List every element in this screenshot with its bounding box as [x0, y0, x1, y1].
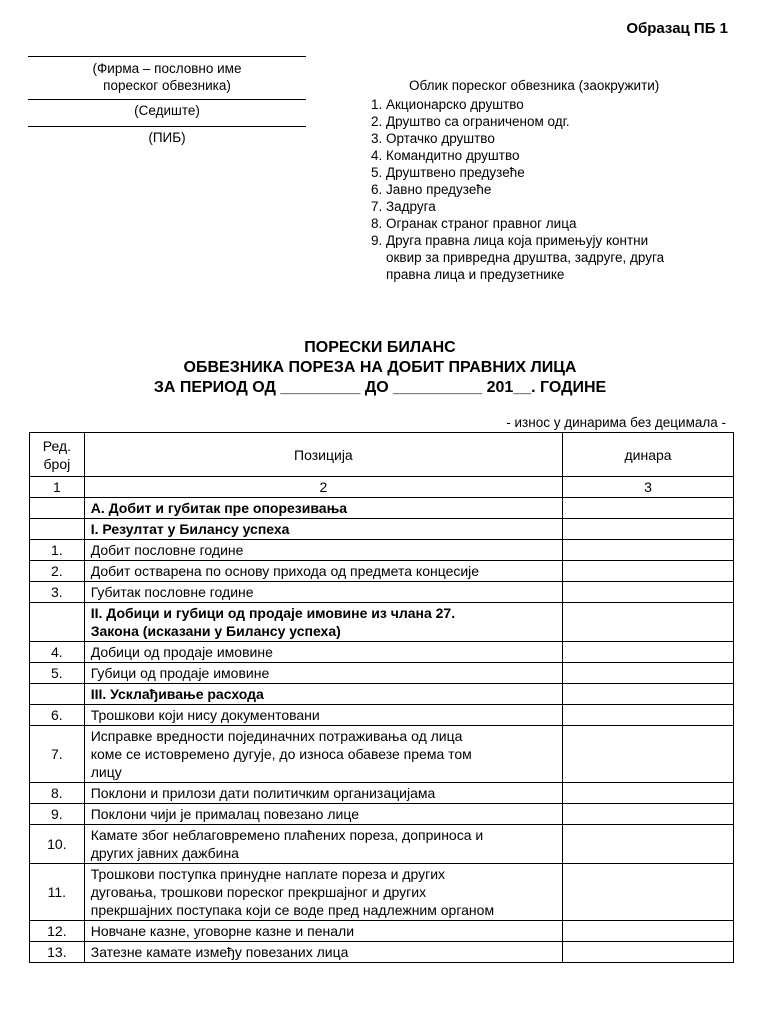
column-number-1: 1 — [30, 477, 85, 498]
position-label: Поклони и прилози дати политичким организацијама — [84, 783, 562, 804]
taxpayer-info-block — [28, 56, 306, 146]
table-row — [30, 603, 734, 642]
company-name-line — [28, 56, 306, 57]
form-code: Образац ПБ 1 — [626, 20, 728, 37]
position-label: Добит остварена по основу прихода од предмета концесије — [84, 561, 562, 582]
section-heading: I. Резултат у Билансу успеха — [84, 519, 562, 540]
tax-id-line — [28, 126, 306, 127]
row-number — [30, 684, 85, 705]
amount-cell[interactable] — [563, 561, 734, 582]
table-row — [30, 663, 734, 684]
entity-type-option[interactable]: 8. Огранак страног правног лица — [371, 216, 577, 231]
entity-type-option[interactable]: 2. Друштво са ограниченом одг. — [371, 114, 570, 129]
amount-cell[interactable] — [563, 519, 734, 540]
row-number: 13. — [30, 942, 85, 963]
position-label: Поклони чији је прималац повезано лице — [84, 804, 562, 825]
row-number: 7. — [30, 726, 85, 783]
amount-cell[interactable] — [563, 540, 734, 561]
amount-note: - износ у динарима без децимала - — [506, 415, 726, 430]
entity-type-option[interactable]: 4. Командитно друштво — [371, 148, 520, 163]
position-label: Трошкови који нису документовани — [84, 705, 562, 726]
amount-cell[interactable] — [563, 804, 734, 825]
table-row — [30, 684, 734, 705]
row-number — [30, 498, 85, 519]
seat-line — [28, 99, 306, 100]
table-header-row — [30, 433, 734, 477]
column-number-row — [30, 477, 734, 498]
title-line-1: ПОРЕСКИ БИЛАНС — [304, 339, 456, 356]
position-label: Исправке вредности појединачних потраживања од лица коме се истовремено дугује, до износа обавезе према том лицу — [84, 726, 562, 783]
table-row — [30, 540, 734, 561]
table-row — [30, 498, 734, 519]
position-label: Затезне камате између повезаних лица — [84, 942, 562, 963]
header-row-number: Ред. број — [30, 433, 85, 477]
row-number: 5. — [30, 663, 85, 684]
amount-cell[interactable] — [563, 825, 734, 864]
amount-cell[interactable] — [563, 726, 734, 783]
row-number: 2. — [30, 561, 85, 582]
page-title — [0, 338, 760, 398]
amount-cell[interactable] — [563, 582, 734, 603]
row-number: 10. — [30, 825, 85, 864]
table-row — [30, 582, 734, 603]
entity-type-option[interactable]: 1. Акционарско друштво — [371, 97, 524, 112]
position-label: Камате због неблаговремено плаћених пореза, доприноса и других јавних дажбина — [84, 825, 562, 864]
table-row — [30, 825, 734, 864]
amount-cell[interactable] — [563, 642, 734, 663]
entity-type-option[interactable]: 9. Друга правна лица која примењују контни оквир за привредна друштва, задруге, друга правна лица и предузетнике — [371, 233, 665, 282]
position-label: Добит пословне године — [84, 540, 562, 561]
table-row — [30, 804, 734, 825]
row-number: 4. — [30, 642, 85, 663]
amount-cell[interactable] — [563, 498, 734, 519]
row-number — [30, 603, 85, 642]
row-number: 6. — [30, 705, 85, 726]
amount-cell[interactable] — [563, 783, 734, 804]
table-row — [30, 561, 734, 582]
row-number: 3. — [30, 582, 85, 603]
table-row — [30, 705, 734, 726]
amount-cell[interactable] — [563, 942, 734, 963]
header-amount: динара — [563, 433, 734, 477]
entity-type-list — [371, 96, 731, 283]
position-label: Добици од продаје имовине — [84, 642, 562, 663]
header-position: Позиција — [84, 433, 562, 477]
tax-balance-table — [29, 432, 734, 963]
position-label: Губитак пословне године — [84, 582, 562, 603]
entity-type-option[interactable]: 3. Ортачко друштво — [371, 131, 495, 146]
amount-cell[interactable] — [563, 705, 734, 726]
amount-cell[interactable] — [563, 864, 734, 921]
amount-cell[interactable] — [563, 684, 734, 705]
title-line-3: ЗА ПЕРИОД ОД _________ ДО __________ 201__. ГОДИНЕ — [153, 379, 607, 396]
row-number: 9. — [30, 804, 85, 825]
row-number: 1. — [30, 540, 85, 561]
row-number: 8. — [30, 783, 85, 804]
title-line-2: ОБВЕЗНИКА ПОРЕЗА НА ДОБИТ ПРАВНИХ ЛИЦА — [183, 359, 577, 376]
entity-type-option[interactable]: 7. Задруга — [371, 199, 436, 214]
table-row — [30, 642, 734, 663]
section-heading: А. Добит и губитак пре опорезивања — [84, 498, 562, 519]
table-row — [30, 864, 734, 921]
table-row — [30, 783, 734, 804]
tax-id-caption: (ПИБ) — [148, 130, 186, 145]
entity-type-header: Облик пореског обвезника (заокружити) — [409, 78, 660, 93]
table-row — [30, 726, 734, 783]
seat-caption: (Седиште) — [134, 103, 200, 118]
table-row — [30, 942, 734, 963]
column-number-2: 2 — [84, 477, 562, 498]
amount-cell[interactable] — [563, 663, 734, 684]
column-number-3: 3 — [563, 477, 734, 498]
position-label: Трошкови поступка принудне наплате пореза и других дуговања, трошкови пореског прекршајног и других прекршајних поступака који се воде пред надлежним органом — [84, 864, 562, 921]
entity-type-block — [371, 77, 731, 283]
table-row — [30, 921, 734, 942]
row-number: 12. — [30, 921, 85, 942]
position-label: Новчане казне, уговорне казне и пенали — [84, 921, 562, 942]
table-row — [30, 519, 734, 540]
row-number: 11. — [30, 864, 85, 921]
company-name-caption: (Фирма – пословно име пореског обвезника) — [92, 61, 242, 93]
amount-cell[interactable] — [563, 921, 734, 942]
row-number — [30, 519, 85, 540]
amount-cell[interactable] — [563, 603, 734, 642]
section-heading: III. Усклађивање расхода — [84, 684, 562, 705]
section-heading: II. Добици и губици од продаје имовине из члана 27. Закона (исказани у Билансу успеха) — [84, 603, 562, 642]
entity-type-option[interactable]: 6. Јавно предузеће — [371, 182, 492, 197]
position-label: Губици од продаје имовине — [84, 663, 562, 684]
entity-type-option[interactable]: 5. Друштвено предузеће — [371, 165, 525, 180]
